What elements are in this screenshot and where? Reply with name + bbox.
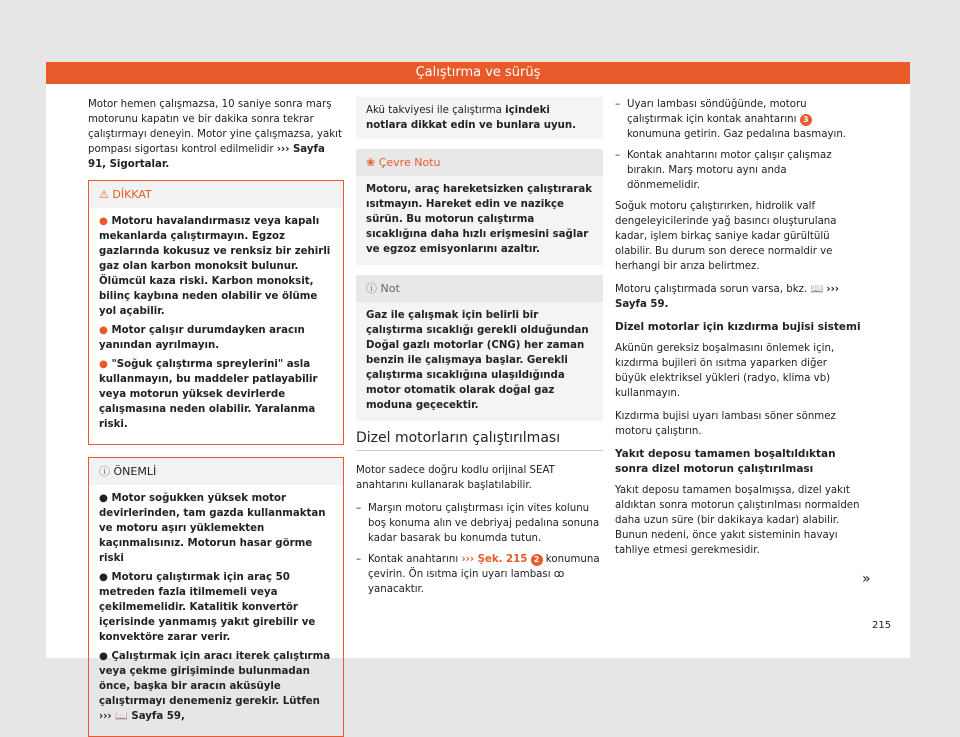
warning-item: ● "Soğuk çalıştırma spreylerini" asla kullanmayın, bu maddeler patlayabilir veya motorun yüksek devirlerde çalışmasına neden olabilir. Yaralanma riski.	[99, 359, 318, 430]
warning-item: ● Motoru havalandırmasız veya kapalı mekanlarda çalıştırmayın. Egzoz gazlarında kokusuz ve renksiz bir zehirli gaz olan karbon monoksit bulunur. Ölümcül kaza riski. Karbon monoksit, bilinç kaybına neden olabilir ve ölüme yol açabilir.	[99, 216, 331, 317]
paragraph: Yakıt deposu tamamen boşalmışsa, dizel yakıt aldıktan sonra motorun çalıştırılması normalden daha uzun süre (bir dakikaya kadar) alabilir. Bunun nedeni, önce yakıt sisteminin havayı tahliye etmesi gerekmesidir.	[615, 485, 860, 556]
figure-link[interactable]: ››› Şek. 215	[461, 554, 528, 565]
position-badge: 3	[800, 114, 812, 126]
notice-item: ● Motoru çalıştırmak için araç 50 metreden fazla itilmemeli veya çekilmemelidir. Katalitik konvertör içerisinde yanmamış yakıt girebilir ve konvektöre zarar verir.	[99, 572, 316, 643]
page-number: 215	[872, 620, 892, 631]
note-header: ⓘ Not	[356, 275, 603, 302]
environment-box	[356, 149, 603, 265]
paragraph: Soğuk motoru çalıştırırken, hidrolik valf dengeleyicilerinde yağ basıncı oluşturulana kadar, işlem birkaç saniye kadar gürültülü olabilir. Bu durum son derece normaldir ve herhangi bir arıza belirtmez.	[615, 201, 837, 272]
book-icon: 📖	[810, 284, 824, 295]
step-3: – Uyarı lambası söndüğünde, motoru çalıştırmak için kontak anahtarını 3 konumuna getirin. Gaz pedalına basmayın.	[615, 99, 847, 140]
notice-item: ● Çalıştırmak için aracı iterek çalıştırma veya çekme girişiminde bulunmadan önce, başka bir aracın aküsüyle çalıştırmayı denemeniz gerekir. Lütfen ››› 📖 Sayfa 59,	[99, 651, 331, 722]
intro-paragraph: Motor hemen çalışmazsa, 10 saniye sonra marş motorunu kapatın ve bir dakika sonra tekrar çalıştırmayı deneyin. Motor yine çalışmazsa, yakıt pompası sigortası kontrol edilmelidir ››› Sayfa 91, Sigortalar.	[88, 99, 343, 170]
note-text: Gaz ile çalışmak için belirli bir çalıştırma sıcaklığı gerekli olduğundan Doğal gazlı motorlar (CNG) her zaman benzin ile çalışmaya başlar. Gerekli çalıştırma sıcaklığına ulaşıldığında motor otomatik olarak doğal gaz moduna geçecektir.	[366, 310, 589, 411]
paragraph: Akünün gereksiz boşalmasını önlemek için, kızdırma bujileri ön ısıtma yaparken diğer büyük elektriksel yükleri (radyo, klima vb) kullanmayın.	[615, 343, 835, 399]
note-box	[356, 275, 603, 421]
page-header: Çalıştırma ve sürüş	[46, 62, 910, 84]
glow-plug-icon: ꝏ	[553, 569, 565, 580]
step-1: – Marşın motoru çalıştırması için vites kolunu boş konuma alın ve debriyaj pedalına sonuna kadar basarak bu konumda tutun.	[356, 503, 600, 544]
notice-item: ● Motor soğukken yüksek motor devirlerinden, tam gazda kullanmaktan ve motoru aşırı yüklemekten kaçınmalısınız. Motorun hasar görme riski	[99, 493, 326, 564]
column-1	[88, 97, 344, 737]
column-3	[615, 97, 861, 566]
continue-mark: »	[862, 571, 871, 587]
environment-header: ❀ Çevre Notu	[356, 149, 603, 176]
warning-header: ⚠ DİKKAT	[89, 181, 343, 208]
paragraph: Motoru çalıştırmada sorun varsa, bkz. 📖 ››› Sayfa 59.	[615, 284, 840, 310]
subheading: Dizel motorlar için kızdırma bujisi sistemi	[615, 321, 861, 333]
step-2: – Kontak anahtarını ››› Şek. 215 2 konumuna çevirin. Ön ısıtma için uyarı lambası ꝏ yanacaktır.	[356, 554, 600, 595]
warning-box	[88, 180, 344, 445]
notice-box	[88, 457, 344, 737]
page-59-link[interactable]: Sayfa 59,	[131, 711, 185, 722]
warning-icon: ⚠	[99, 188, 109, 201]
leaf-icon: ❀	[366, 156, 376, 169]
subheading: Yakıt deposu tamamen boşaltıldıktan sonra dizel motorun çalıştırılması	[615, 448, 836, 475]
fuse-link[interactable]: ››› Sayfa 91, Sigortalar.	[88, 144, 325, 170]
section-intro: Motor sadece doğru kodlu orijinal SEAT anahtarını kullanarak başlatılabilir.	[356, 465, 555, 491]
section-title: Dizel motorların çalıştırılması	[356, 431, 603, 451]
step-4: – Kontak anahtarını motor çalışır çalışmaz bırakın. Marş motoru aynı anda dönmemelidir.	[615, 150, 832, 191]
warning-body	[89, 208, 343, 444]
environment-text: Motoru, araç hareketsizken çalıştırarak ısıtmayın. Hareket edin ve nazikçe sürün. Bu motorun çalıştırma sıcaklığına daha hızlı erişmesini sağlar ve egzoz emisyonlarını azaltır.	[366, 184, 592, 255]
notice-header: ⓘ ÖNEMLİ	[89, 458, 343, 485]
notice-body	[89, 485, 343, 736]
page-59-link[interactable]: ››› Sayfa 59.	[615, 284, 840, 310]
position-badge: 2	[531, 554, 543, 566]
warning-item: ● Motor çalışır durumdayken aracın yanından ayrılmayın.	[99, 325, 305, 351]
paragraph: Kızdırma bujisi uyarı lambası söner sönmez motoru çalıştırın.	[615, 411, 836, 437]
continued-note: Akü takviyesi ile çalıştırma içindeki notlara dikkat edin ve bunlara uyun.	[356, 97, 603, 139]
info-icon: ⓘ	[99, 465, 110, 478]
book-icon: 📖	[115, 711, 128, 722]
column-2	[356, 97, 603, 603]
note-icon: ⓘ	[366, 282, 377, 295]
